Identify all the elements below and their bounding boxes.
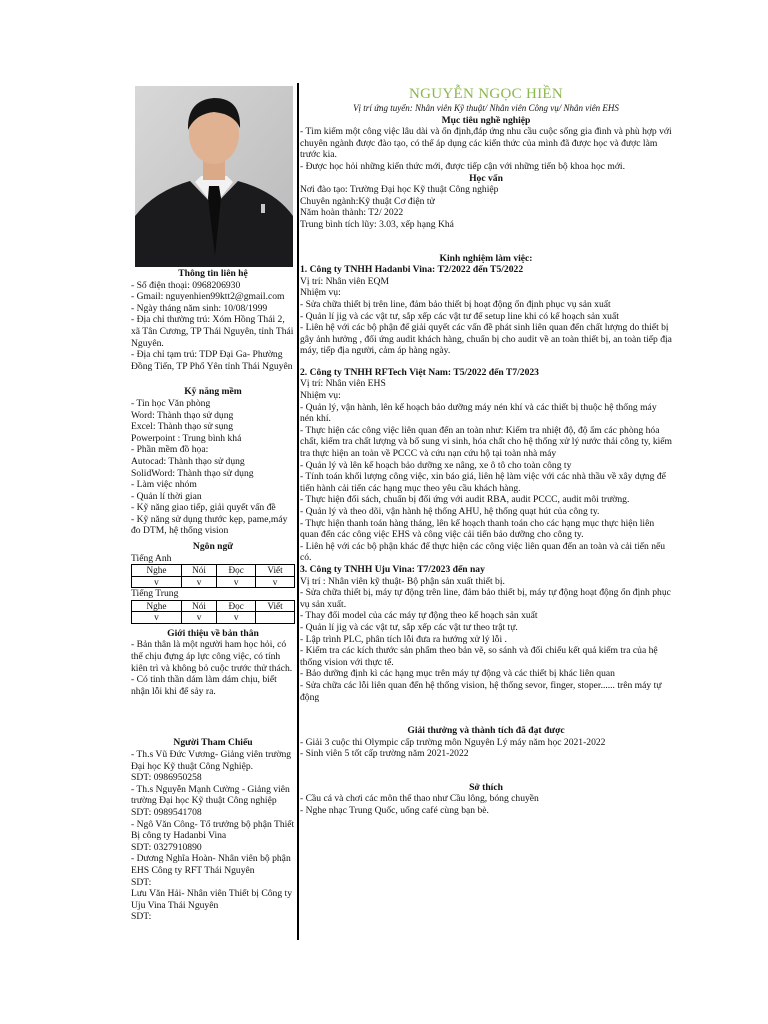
job-line: - Quản lý và lên kế hoạch bảo dưỡng xe nâng, xe ô tô cho toàn công ty (300, 459, 572, 471)
hobbies-title: Sở thích (469, 781, 503, 793)
language-cell: v (132, 612, 182, 624)
job-line: Vị trí: Nhân viên EHS (300, 378, 386, 390)
right-column (300, 83, 672, 817)
job-heading: 1. Công ty TNHH Hadanbi Vina: T2/2022 đến T5/2022 (300, 264, 524, 276)
language-header: Đọc (217, 600, 256, 612)
reference-line: SDT: 0986950258 (131, 772, 202, 784)
reference-line: SDT: 0327910890 (131, 841, 202, 853)
experience-title: Kinh nghiệm làm việc: (439, 252, 533, 264)
language-header: Nói (181, 600, 216, 612)
job-line: - Lập trình PLC, phân tích lỗi đưa ra hướng xử lý lỗi . (300, 633, 507, 645)
column-divider (297, 83, 299, 940)
references-title: Người Tham Chiếu (173, 737, 253, 749)
job-entry (300, 264, 672, 357)
education-line: Chuyên ngành:Kỹ thuật Cơ điện tử (300, 195, 435, 207)
job-line: - Thực hiện các công việc liên quan đến an toàn như: Kiểm tra nhiệt độ, độ ẩm các phòng hóa chất, kiểm tra chất lượng và bổ sung vi sinh, hóa chất cho hệ thống xử lý nước thải công ty, kiểm tra thực hiện an toàn về PCCC và cứu nạn cứu hộ tại toàn nhà máy (300, 424, 673, 460)
job-line: - Bảo dưỡng định kì các hạng mục trên máy tự động và các thiết bị khác liên quan (300, 668, 615, 680)
language-header: Viết (256, 565, 295, 577)
skill-line: - Phần mềm đồ họa: (131, 444, 209, 456)
education-line: Nơi đào tạo: Trường Đại học Kỹ thuật Công nghiệp (300, 184, 499, 196)
about-line: - Có tinh thần dám làm dám chịu, biết nhận lỗi khi để sảy ra. (131, 674, 277, 697)
language-cell: v (217, 576, 256, 588)
reference-line: SDT: (131, 911, 152, 923)
awards-title: Giải thưởng và thành tích đã đạt được (407, 725, 565, 737)
language-name: Tiếng Anh (131, 552, 172, 564)
reference-line: - Th.s Vũ Đức Vương- Giảng viên trường Đại học Kỹ thuật Công Nghiệp. (131, 749, 292, 772)
language-table-chinese (131, 600, 295, 624)
hobby-line: - Nghe nhạc Trung Quốc, uống café cùng bạn bè. (300, 805, 489, 817)
job-line: - Thay đổi model của các máy tự động theo kế hoạch sản xuất (300, 610, 538, 622)
job-line: - Quản lí jig và các vật tư, sắp xếp các vật tư để setup line khi có kế hoạch sản xuất (300, 310, 619, 322)
skill-line: - Kỹ năng giao tiếp, giải quyết vấn đề (131, 502, 276, 514)
job-entry (300, 367, 672, 564)
candidate-name: NGUYỄN NGỌC HIỀN (409, 86, 563, 102)
objective-line: - Tìm kiếm một công việc lâu dài và ổn định,đáp ứng nhu cầu cuộc sống gia đình và phù hợp với chuyên ngành được đào tạo, có thể áp dụng các kiến thức của mình đã được học và được làm trước kia. (300, 126, 672, 161)
language-cell: v (181, 576, 216, 588)
references-list (131, 749, 295, 923)
award-line: - Giải 3 cuộc thi Olympic cấp trường môn Nguyên Lý máy năm học 2021-2022 (300, 736, 606, 748)
left-column (131, 268, 295, 923)
language-cell: v (256, 576, 295, 588)
skill-line: Autocad: Thành thạo sử dụng (131, 455, 245, 467)
contact-line: - Gmail: nguyenhien99ktt2@gmail.com (131, 291, 285, 303)
reference-line: Lưu Văn Hải- Nhân viên Thiết bị Công ty Uju Vina Thái Nguyên (131, 888, 292, 911)
hobby-line: - Cầu cá và chơi các môn thể thao như Cầu lông, bóng chuyền (300, 793, 539, 805)
skill-line: - Kỹ năng sử dụng thước kẹp, pame,máy đo DTM, hệ thống vision (131, 513, 288, 537)
job-line: - Tính toán khối lượng công việc, xin báo giá, liên hệ làm việc với các nhà thầu về xây dựng để tiến hành cải tiến các hạng mục theo yêu cầu khách hàng. (300, 471, 666, 494)
skill-line: Word: Thành thạo sử dụng (131, 409, 234, 421)
language-cell: v (132, 576, 182, 588)
contact-title: Thông tin liên hệ (178, 268, 248, 279)
skill-line: - Làm việc nhóm (131, 479, 197, 491)
job-line: - Quản lí jig và các vật tư, sắp xếp các vật tư theo trật tự. (300, 621, 518, 633)
language-header: Nghe (132, 600, 182, 612)
job-line: - Quản lý và theo dõi, vận hành hệ thống AHU, hệ thống quạt hút của công ty. (300, 506, 600, 517)
job-entry (300, 564, 672, 703)
job-line: - Liên hệ với các bộ phận khác để thực hiện các công việc liên quan đến an toàn và cải tiến nếu có. (300, 540, 666, 564)
language-cell: v (181, 612, 216, 624)
objective-line: - Được học hỏi những kiến thức mới, được tiếp cận với những tiến bộ khoa học mới. (300, 160, 625, 172)
skill-line: - Tin học Văn phòng (131, 397, 211, 409)
education-title: Học vấn (469, 172, 503, 184)
reference-line: - Th.s Nguyễn Mạnh Cường - Giảng viên trường Đại học Kỹ thuật Công nghiệp (131, 783, 290, 807)
about-title: Giới thiệu về bản thân (167, 627, 259, 639)
job-line: Vị trí : Nhân viên kỹ thuật- Bộ phận sản xuất thiết bị. (300, 575, 505, 587)
language-header: Viết (256, 600, 295, 612)
language-header: Nói (181, 565, 216, 577)
soft-skills-title: Kỹ năng mềm (184, 386, 242, 398)
job-line: - Sửa chữa thiết bị, máy tự động trên line, đảm bảo thiết bị, máy tự động hoạt động ổn định phục vụ sản xuất. (300, 587, 671, 610)
language-header: Nghe (132, 565, 182, 577)
applied-position: Vị trí ứng tuyển: Nhân viên Kỹ thuật/ Nhân viên Công vụ/ Nhân viên EHS (353, 103, 619, 113)
job-line: - Thực hiện thanh toán hàng tháng, lên kế hoạch thanh toán cho các hạng mục thực hiện liên quan đến các công việc EHS và công việc cải tiến bảo dưỡng cho công ty. (300, 517, 655, 541)
language-cell (256, 612, 295, 624)
job-heading: 2. Công ty TNHH RFTech Việt Nam: T5/2022 đến T7/2023 (300, 366, 539, 378)
job-line: - Liên hệ với các bộ phận để giải quyết các vấn đề phát sinh liên quan đến chất lượng do thiết bị gây ảnh hưởng , đối ứng audit khách hàng, chuẩn bị cho audit về an toàn thiết bị, an toàn tiếp địa máy, tiếp địa người, cảm áp hàng ngày. (300, 322, 672, 357)
award-line: - Sinh viên 5 tốt cấp trường năm 2021-2022 (300, 748, 469, 760)
job-line: - Quản lý, vận hành, lên kế hoạch bảo dưỡng máy nén khí và các thiết bị thuộc hệ thống máy nén khí. (300, 401, 657, 425)
skill-line: Excel: Thành thạo sử sụng (131, 421, 234, 433)
language-table-english (131, 564, 295, 588)
language-name: Tiếng Trung (131, 588, 179, 600)
reference-line: SDT: 0989541708 (131, 806, 202, 818)
about-line: - Bản thân là một người ham học hỏi, có thể chịu đựng áp lực công việc, có tính kiên trì và không bỏ cuộc trước thử thách. (131, 639, 293, 674)
reference-line: - Dương Nghĩa Hoàn- Nhân viên bộ phận EHS Công ty RFT Thái Nguyên (131, 853, 291, 876)
skill-line: SolidWord: Thành thạo sử dụng (131, 467, 254, 479)
soft-skills-list (131, 398, 295, 537)
language-header: Đọc (217, 565, 256, 577)
job-heading: 3. Công ty TNHH Uju Vina: T7/2023 đến nay (300, 563, 485, 575)
skill-line: - Quản lí thời gian (131, 490, 202, 502)
education-line: Năm hoàn thành: T2/ 2022 (300, 207, 404, 219)
job-line: - Kiểm tra các kích thước sản phẩm theo bản vẽ, so sánh và đối chiếu kết quả kiểm tra của hệ thống vision với thực tế. (300, 645, 658, 668)
contact-list (131, 280, 295, 373)
language-cell: v (217, 612, 256, 624)
contact-line: - Địa chỉ thường trú: Xóm Hồng Thái 2, xã Tân Cương, TP Thái Nguyên, tỉnh Thái Nguyên. (131, 314, 294, 349)
job-line: Nhiệm vụ: (300, 390, 341, 402)
objective-title: Mục tiêu nghề nghiệp (441, 114, 531, 126)
job-line: Vị trí: Nhân viên EQM (300, 275, 389, 287)
languages-title: Ngôn ngữ (192, 541, 234, 553)
skill-line: Powerpoint : Trung bình khá (131, 432, 242, 444)
contact-line: - Số điện thoại: 0968206930 (131, 279, 241, 291)
job-line: - Thực hiện đối sách, chuẩn bị đối ứng với audit RBA, audit PCCC, audit môi trường. (300, 494, 630, 506)
education-line: Trung bình tích lũy: 3.03, xếp hạng Khá (300, 218, 454, 230)
reference-line: SDT: (131, 876, 152, 888)
job-line: - Sửa chữa thiết bị trên line, đảm bảo thiết bị hoạt động ổn định phục vụ sản xuất (300, 298, 611, 310)
job-line: Nhiệm vụ: (300, 287, 341, 299)
contact-line: - Ngày tháng năm sinh: 10/08/1999 (131, 302, 268, 314)
contact-line: - Địa chỉ tạm trú: TDP Đại Ga- Phường Đồng Tiến, TP Phổ Yên tỉnh Thái Nguyên (131, 349, 293, 372)
profile-photo (135, 86, 293, 267)
job-line: - Sửa chữa các lỗi liên quan đến hệ thống vision, hệ thống sevor, finger, stoper...... trên máy tự động (300, 679, 662, 703)
reference-line: - Ngô Văn Công- Tổ trưởng bộ phận Thiết Bị công ty Hadanbi Vina (131, 818, 295, 842)
portrait-illustration (135, 86, 293, 267)
